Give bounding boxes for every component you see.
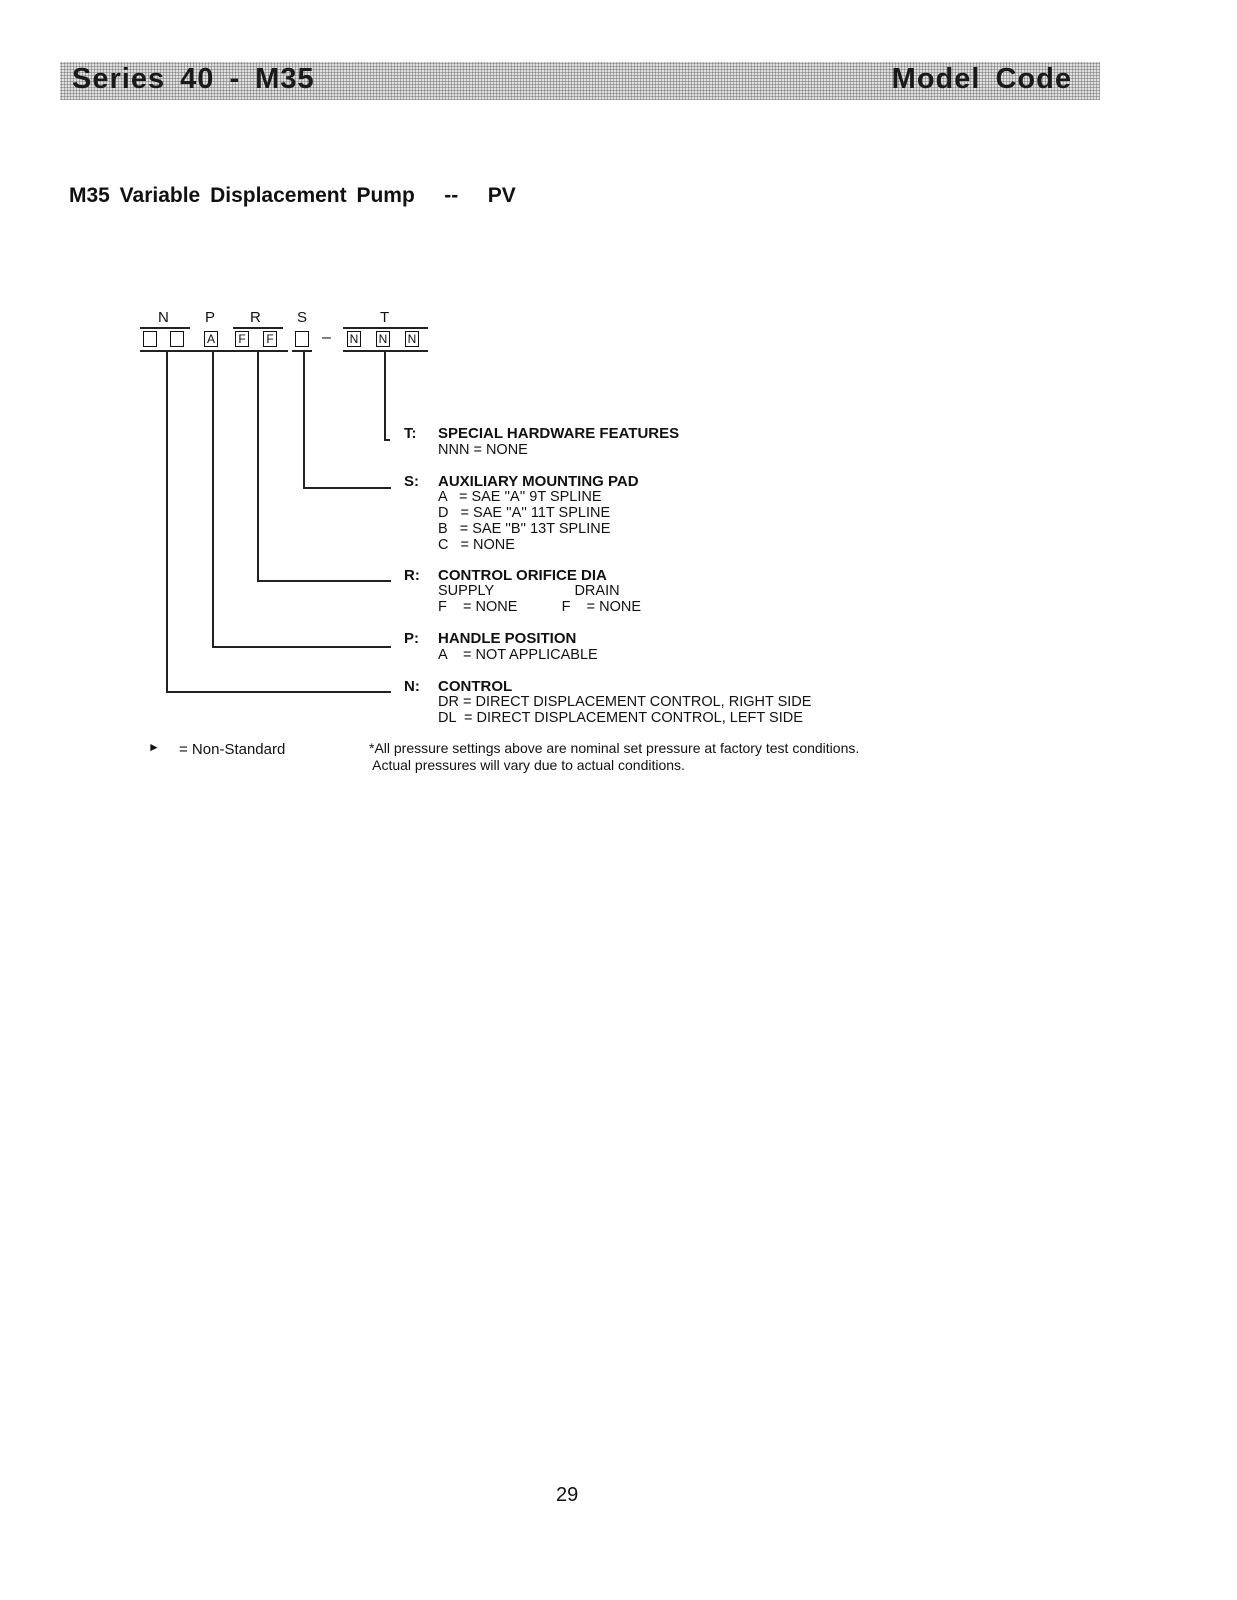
code-box-r1: F bbox=[235, 331, 249, 347]
option-line: DR = DIRECT DISPLACEMENT CONTROL, RIGHT SIDE bbox=[438, 694, 812, 710]
position-letter-s: S bbox=[297, 309, 308, 326]
position-letter-t: T bbox=[380, 309, 390, 326]
option-line: C = NONE bbox=[438, 537, 515, 553]
code-box-r2: F bbox=[263, 331, 277, 347]
option-line: NNN = NONE bbox=[438, 442, 528, 458]
code-separator: – bbox=[322, 329, 331, 346]
code-box-p: A bbox=[204, 331, 218, 347]
section-heading: CONTROL bbox=[438, 678, 513, 695]
code-box-s bbox=[295, 331, 309, 347]
page-title: M35 Variable Displacement Pump -- PV bbox=[69, 184, 516, 207]
option-line: DL = DIRECT DISPLACEMENT CONTROL, LEFT SIDE bbox=[438, 710, 803, 726]
non-standard-arrow-icon: ► bbox=[148, 740, 160, 754]
leader-t-vertical bbox=[384, 351, 386, 440]
option-line: A = NOT APPLICABLE bbox=[438, 647, 598, 663]
section-heading: CONTROL ORIFICE DIA bbox=[438, 567, 607, 584]
code-box-n2 bbox=[170, 331, 184, 347]
section-heading: AUXILIARY MOUNTING PAD bbox=[438, 473, 639, 490]
overline-t bbox=[343, 327, 428, 329]
leader-n-vertical bbox=[166, 351, 168, 692]
header-series: Series 40 - M35 bbox=[72, 63, 315, 95]
legend-text: = Non-Standard bbox=[179, 741, 286, 758]
section-heading: SPECIAL HARDWARE FEATURES bbox=[438, 425, 680, 442]
section-key: T: bbox=[404, 425, 417, 442]
option-line: A = SAE ''A'' 9T SPLINE bbox=[438, 489, 602, 505]
option-line: SUPPLY DRAIN bbox=[438, 583, 620, 599]
overline-n bbox=[140, 327, 190, 329]
underline-npr bbox=[140, 350, 288, 352]
option-line: D = SAE ''A'' 11T SPLINE bbox=[438, 505, 611, 521]
header-banner bbox=[60, 62, 1100, 100]
section-key: R: bbox=[404, 567, 420, 584]
code-box-t3: N bbox=[405, 331, 419, 347]
footnote-line: Actual pressures will vary due to actual conditions. bbox=[369, 757, 685, 773]
leader-p-vertical bbox=[212, 351, 214, 647]
section-key: P: bbox=[404, 630, 419, 647]
leader-s-horizontal bbox=[303, 487, 391, 489]
page-number: 29 bbox=[556, 1484, 579, 1506]
code-box-t2: N bbox=[376, 331, 390, 347]
option-line: B = SAE ''B'' 13T SPLINE bbox=[438, 521, 611, 537]
option-line: F = NONE F = NONE bbox=[438, 599, 642, 615]
code-box-n1 bbox=[143, 331, 157, 347]
section-key: N: bbox=[404, 678, 420, 695]
position-letter-n: N bbox=[158, 309, 169, 326]
underline-s bbox=[292, 350, 312, 352]
leader-t-horizontal bbox=[384, 439, 390, 441]
leader-r-vertical bbox=[257, 351, 259, 581]
position-letter-r: R bbox=[250, 309, 261, 326]
underline-t bbox=[343, 350, 428, 352]
leader-r-horizontal bbox=[257, 580, 391, 582]
leader-s-vertical bbox=[303, 351, 305, 488]
position-letter-p: P bbox=[205, 309, 216, 326]
header-model-code: Model Code bbox=[891, 63, 1072, 95]
code-box-t1: N bbox=[347, 331, 361, 347]
section-key: S: bbox=[404, 473, 419, 490]
footnote-line: *All pressure settings above are nominal set pressure at factory test conditions. bbox=[369, 740, 860, 756]
overline-r bbox=[233, 327, 283, 329]
section-heading: HANDLE POSITION bbox=[438, 630, 577, 647]
leader-n-horizontal bbox=[166, 691, 391, 693]
leader-p-horizontal bbox=[212, 646, 391, 648]
